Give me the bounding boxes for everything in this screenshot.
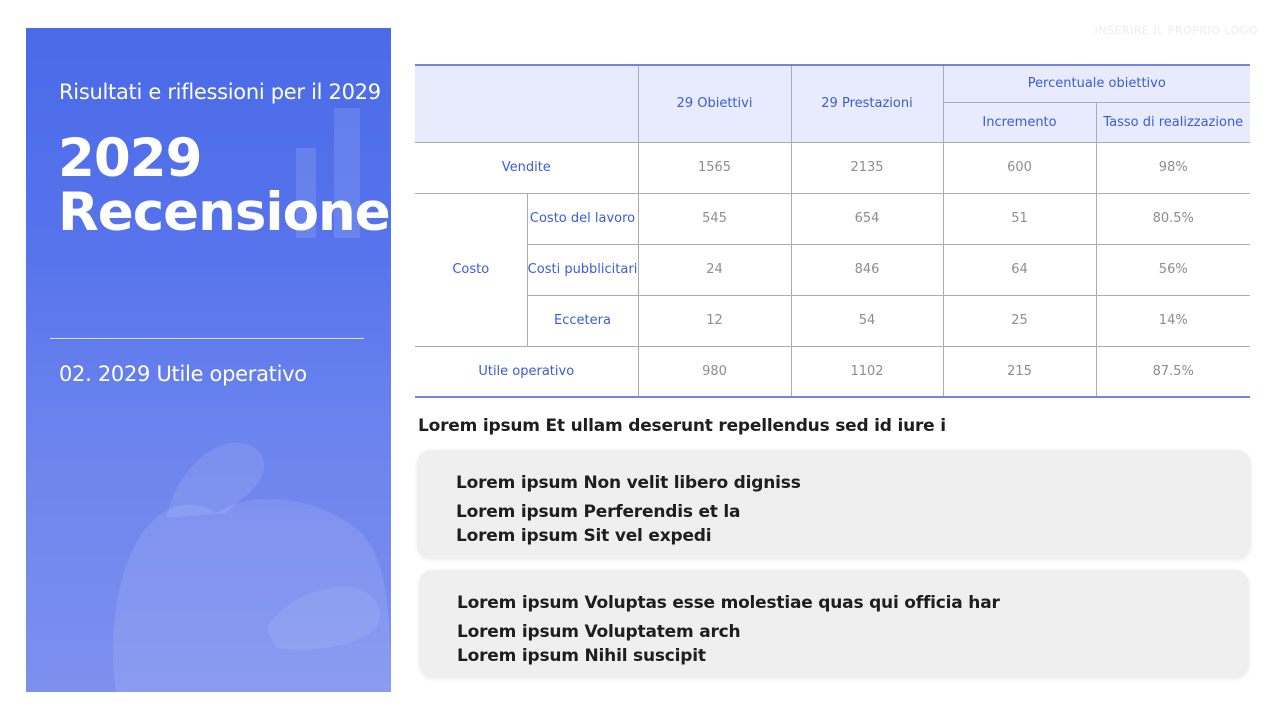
table-cell: 846 [791,244,943,295]
table-cell: 12 [638,295,791,346]
note-line: Lorem ipsum Perferendis et la [456,502,741,522]
row-label-etc: Eccetera [527,295,638,346]
table-cell: 1102 [791,346,943,397]
title-year: 2029 [58,128,202,189]
note-line: Lorem ipsum Voluptas esse molestiae quas qui officia har [457,593,1000,613]
row-label-sales: Vendite [415,142,638,193]
title-word: Recensione [58,182,390,243]
note-line: Lorem ipsum Voluptatem arch [457,622,741,642]
table-cell: 1565 [638,142,791,193]
table-cell: 80.5% [1096,193,1250,244]
table-row [415,193,1250,244]
table-cell: 600 [943,142,1096,193]
table-cell: 54 [791,295,943,346]
table-cell: 98% [1096,142,1250,193]
table-cell: 87.5% [1096,346,1250,397]
results-table [415,64,1250,398]
panel-divider [50,338,364,339]
header-percent-group: Percentuale obiettivo [943,65,1250,102]
header-performance: 29 Prestazioni [791,65,943,142]
note-card [419,570,1249,678]
logo-placeholder: INSERIRE IL PROPRIO LOGO [1094,24,1258,37]
table-cell: 25 [943,295,1096,346]
note-line: Lorem ipsum Non velit libero digniss [456,473,801,493]
row-group-cost: Costo [415,193,527,346]
table-cell: 215 [943,346,1096,397]
header-increment: Incremento [943,102,1096,142]
note-line: Lorem ipsum Sit vel expedi [456,526,712,546]
summary-text: Lorem ipsum Et ullam deserunt repellendus sed id iure i [418,416,946,436]
panel-subtitle: Risultati e riflessioni per il 2029 [59,80,381,104]
table-cell: 56% [1096,244,1250,295]
table-cell: 654 [791,193,943,244]
row-label-operating-profit: Utile operativo [415,346,638,397]
title-panel [26,28,391,692]
header-objectives: 29 Obiettivi [638,65,791,142]
table-cell: 980 [638,346,791,397]
page-title [58,128,390,243]
note-card [417,450,1251,559]
row-label-labor: Costo del lavoro [527,193,638,244]
header-blank [415,65,638,142]
table-cell: 24 [638,244,791,295]
table-row [415,244,1250,295]
table-cell: 14% [1096,295,1250,346]
table-cell: 2135 [791,142,943,193]
table-row [415,295,1250,346]
row-label-advertising: Costi pubblicitari [527,244,638,295]
section-label: 02. 2029 Utile operativo [59,362,307,386]
table-row [415,142,1250,193]
table-row [415,346,1250,397]
header-achievement-rate: Tasso di realizzazione [1096,102,1250,142]
table-cell: 64 [943,244,1096,295]
table-cell: 545 [638,193,791,244]
table-cell: 51 [943,193,1096,244]
note-line: Lorem ipsum Nihil suscipit [457,646,706,666]
